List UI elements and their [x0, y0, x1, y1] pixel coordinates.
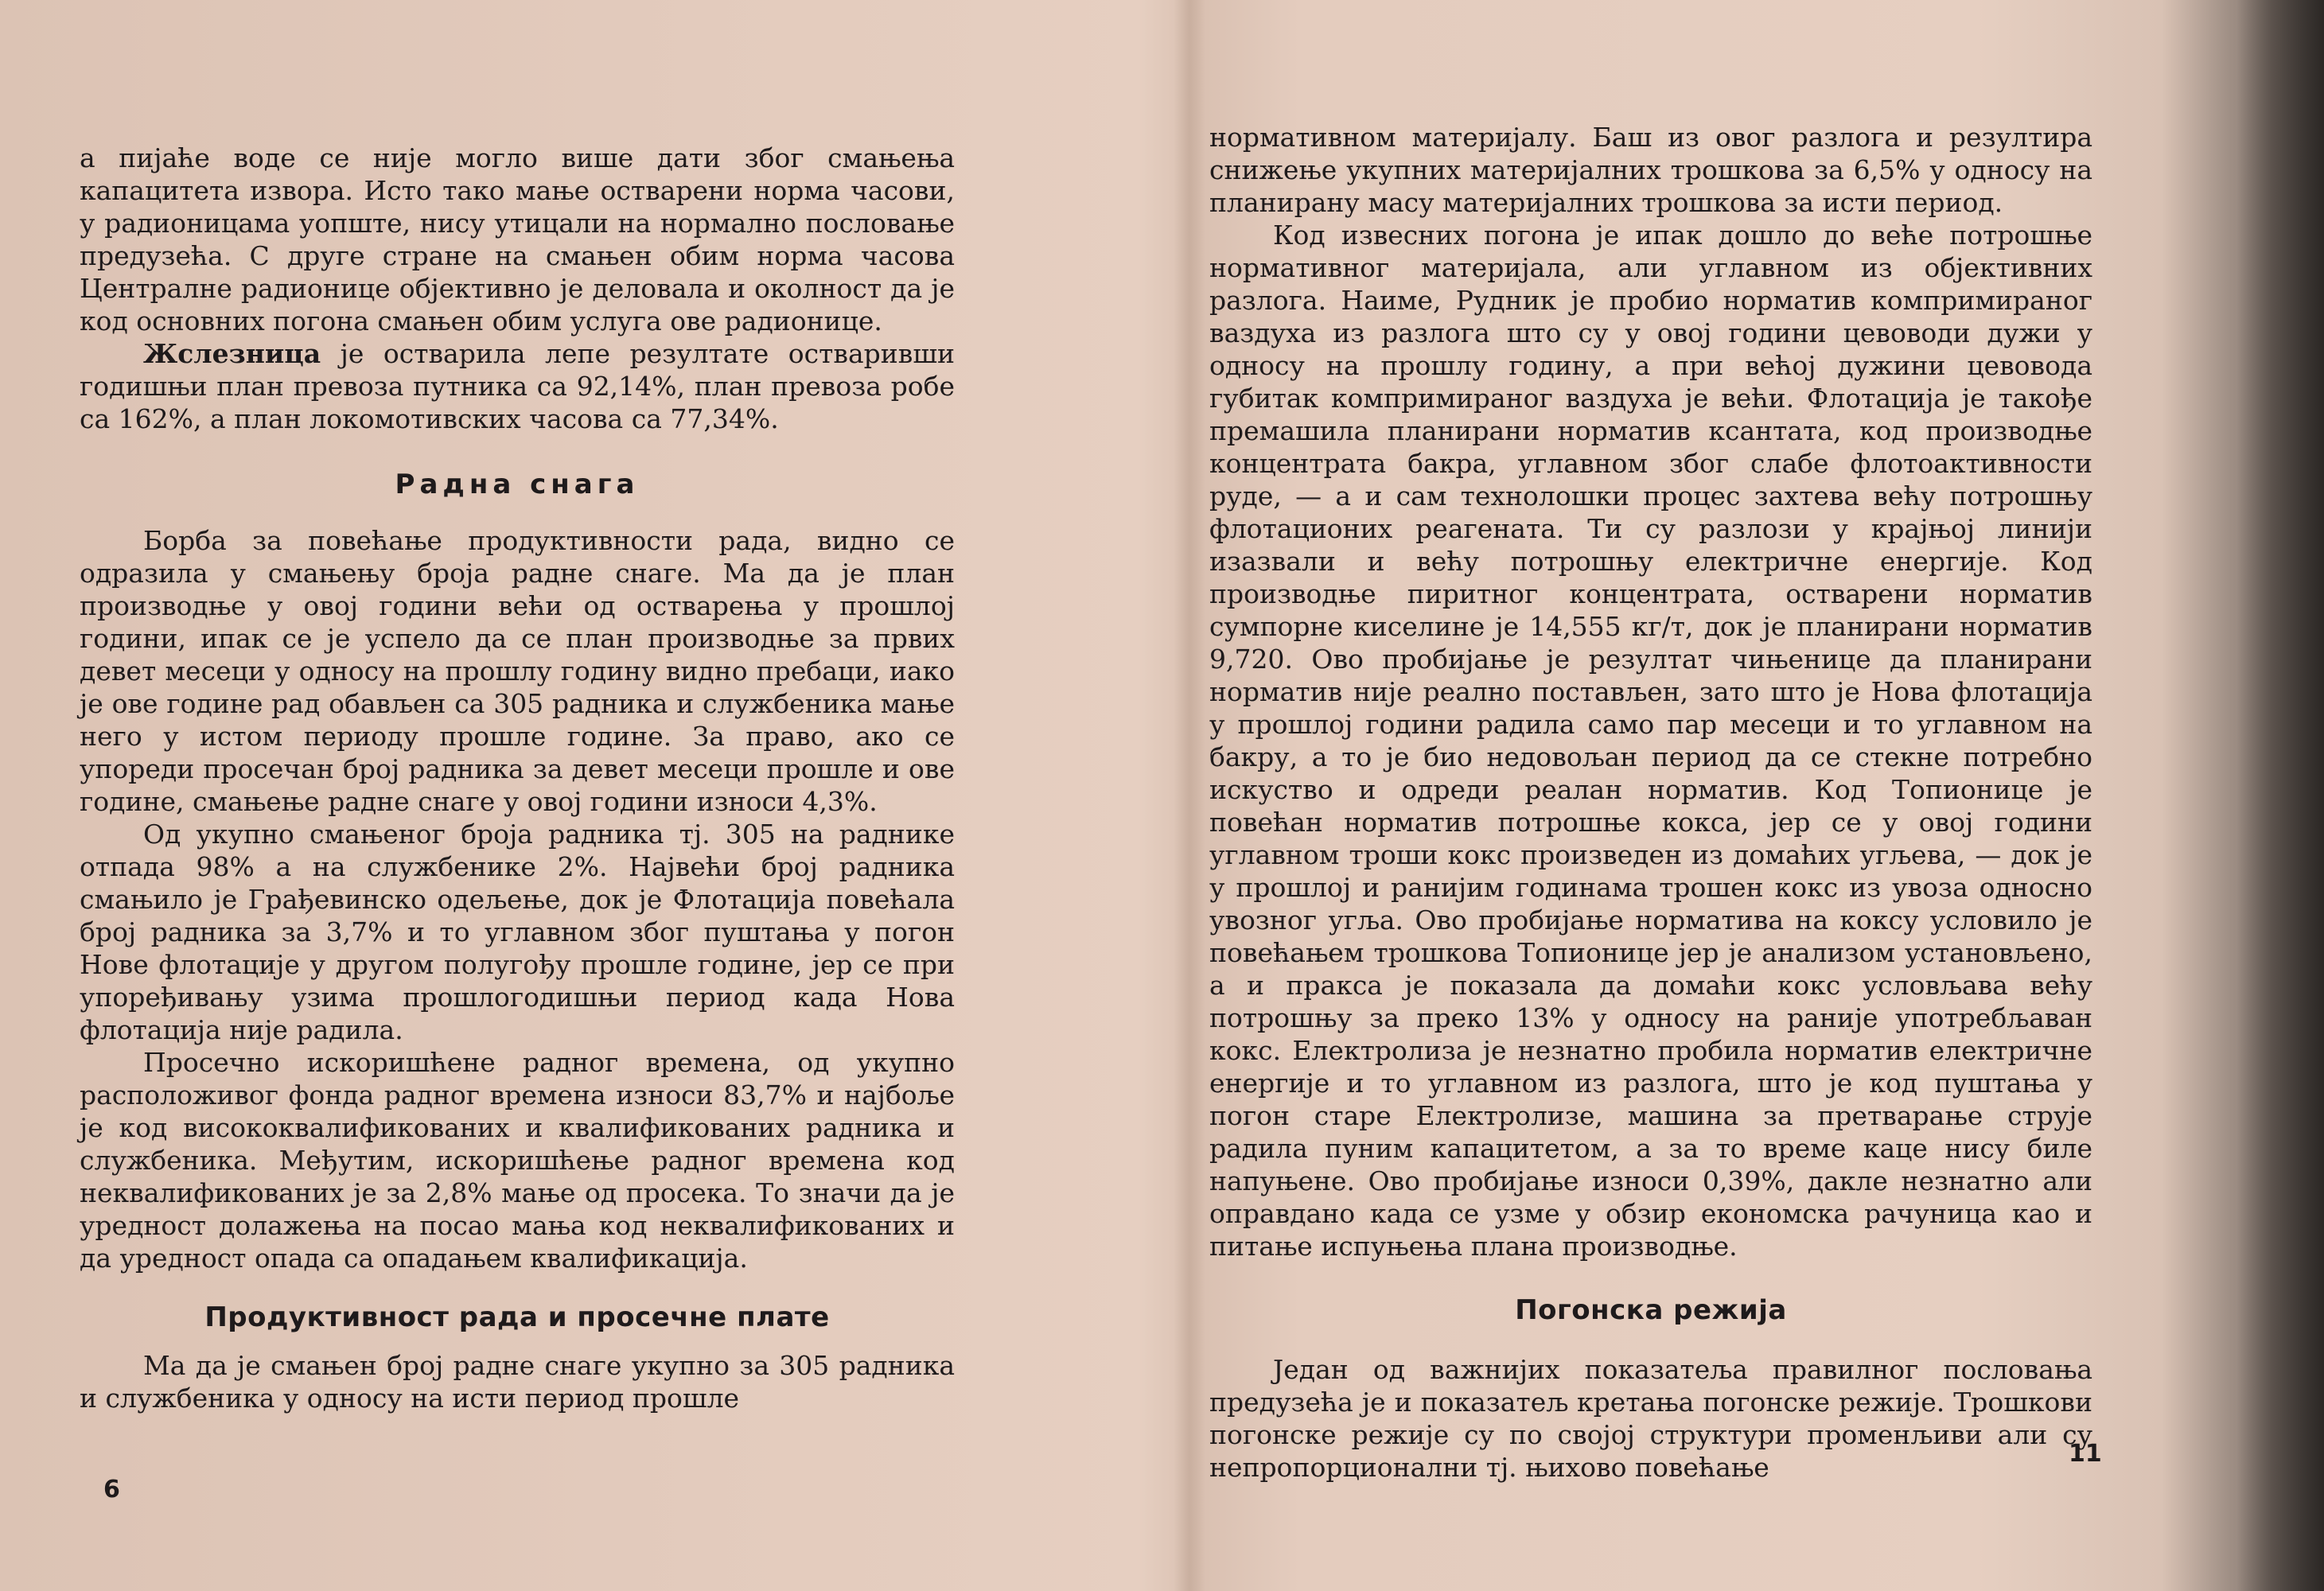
heading-productivity: Продуктивност рада и просечне плате: [204, 1301, 830, 1333]
right-page-text: [1209, 121, 2092, 1484]
paragraph-overhead: Један од важнијих показатеља правилног пословања предузећа је и показатељ кретања погонске режије. Трошкови погонске режије су по својој структури променљиви али су непропорционални тј. њихово повећање: [1209, 1354, 2092, 1483]
paragraph-norms: Код извесних погона је ипак дошло до веће потрошње нормативног материјала, али углавном из објективних разлога. Наиме, Рудник је пробио норматив компримираног ваздуха из разлога што су у овој години цевоводи дужи у односу на прошлу годину, а при већој дужини цевовода губитак компримираног ваздуха је већи. Флотација је такође премашила планирани норматив ксантата, код производње концентрата бакра, углавном због слабе флотоактивности руде, — а и сам технолошки процес захтева већу потрошњу флотационих реагената. Ти су разлози у крајњој линији изазвали и већу потрошњу електричне енергије. Код производње пиритног концентрата, остварени норматив сумпорне киселине је 14,555 кг/т, док је планирани норматив 9,720. Ово пробијање је резултат чињенице да планирани норматив није реално постављен, зато што је Нова флотација у прошлој години радила само пар месеци и то углавном на бакру, а то је био недовољан период да се стекне потребно искуство и одреди реалан норматив. Код Топионице је повећан норматив потрошње кокса, јер се у овој години углавном троши кокс произведен из домаћих угљева, — док је у прошлој и ранијим годинама трошен кокс из увоза односно увозног угља. Ово пробијање норматива на коксу условило је повећањем трошкова Топионице јер је анализом установљено, а и пракса је показала да домаћи кокс условљава већу потрошњу за преко 13% у односу на раније употребљаван кокс. Електролиза је незнатно пробила норматив електричне енергије и то углавном из разлога, што је код пуштања у погон старе Електролизе, машина за претварање струје радила пуним капацитетом, а за то време каце нису биле напуњене. Ово пробијање износи 0,39%, дакле незнатно али оправдано када се узме у обзир економска рачуница као и питање испуњења плана производње.: [1209, 220, 2092, 1262]
heading-labor-force: Радна снага: [395, 469, 640, 500]
page-edge-shadow: [2236, 0, 2324, 1591]
paragraph-labor-3: Просечно искоришћене радног времена, од укупно расположивог фонда радног времена износи 83,7% и најбоље је код висококвалификованих и квалификованих радника и службеника. Међутим, искоришћење радног времена код неквалификованих је за 2,8% мање од просека. То значи да је уредност долажења на посао мања код неквалификованих и да уредност опада са опадањем квалификација.: [80, 1047, 955, 1274]
page-number-right: 11: [2069, 1440, 2102, 1468]
book-gutter: [1174, 0, 1205, 1591]
railway-lead: Жслезница: [143, 338, 321, 369]
page-number-left: 6: [103, 1476, 120, 1503]
paragraph-intro: а пијаће воде се није могло више дати због смањења капацитета извора. Исто тако мање остварени норма часови, у радионицама уопште, нису утицали на нормално пословање предузећа. С друге стране на смањен обим норма часова Централне радионице објективно је деловала и околност да је код основних погона смањен обим услуга ове радионице.: [80, 142, 955, 336]
paragraph-productivity: Ма да је смањен број радне снаге укупно за 305 радника и службеника у односу на исти период прошле: [80, 1350, 955, 1414]
paragraph-norms-continued: нормативном материјалу. Баш из овог разлога и резултира снижење укупних материјалних трошкова за 6,5% у односу на планирану масу материјалних трошкова за исти период.: [1209, 122, 2092, 218]
left-page-text: [80, 142, 955, 1414]
railway-text: је остварила лепе резултате остваривши годишњи план превоза путника са 92,14%, план превоза робе са 162%, а план локомотивских часова са 77,34%.: [80, 338, 955, 434]
heading-overhead: Погонска режија: [1515, 1294, 1787, 1326]
paragraph-labor-2: Од укупно смањеног броја радника тј. 305 на раднике отпада 98% а на службенике 2%. Највећи број радника смањило је Грађевинско одељење, док је Флотација повећала број радника за 3,7% и то углавном због пуштања у погон Нове флотације у другом полугођу прошле године, јер се при упоређивању узима прошлогодишњи период када Нова флотација није радила.: [80, 819, 955, 1045]
paragraph-labor-1: Борба за повећање продуктивности рада, видно се одразила у смањењу броја радне снаге. Ма да је план производње у овој години већи од остварења у прошлој години, ипак се је успело да се план производње за првих девет месеци у односу на прошлу годину видно пребаци, иако је ове године рад обављен са 305 радника и службеника мање него у истом периоду прошле године. За право, ако се упореди просечан број радника за девет месеци прошле и ове године, смањење радне снаге у овој години износи 4,3%.: [80, 525, 955, 817]
paragraph-railway: [80, 337, 955, 435]
